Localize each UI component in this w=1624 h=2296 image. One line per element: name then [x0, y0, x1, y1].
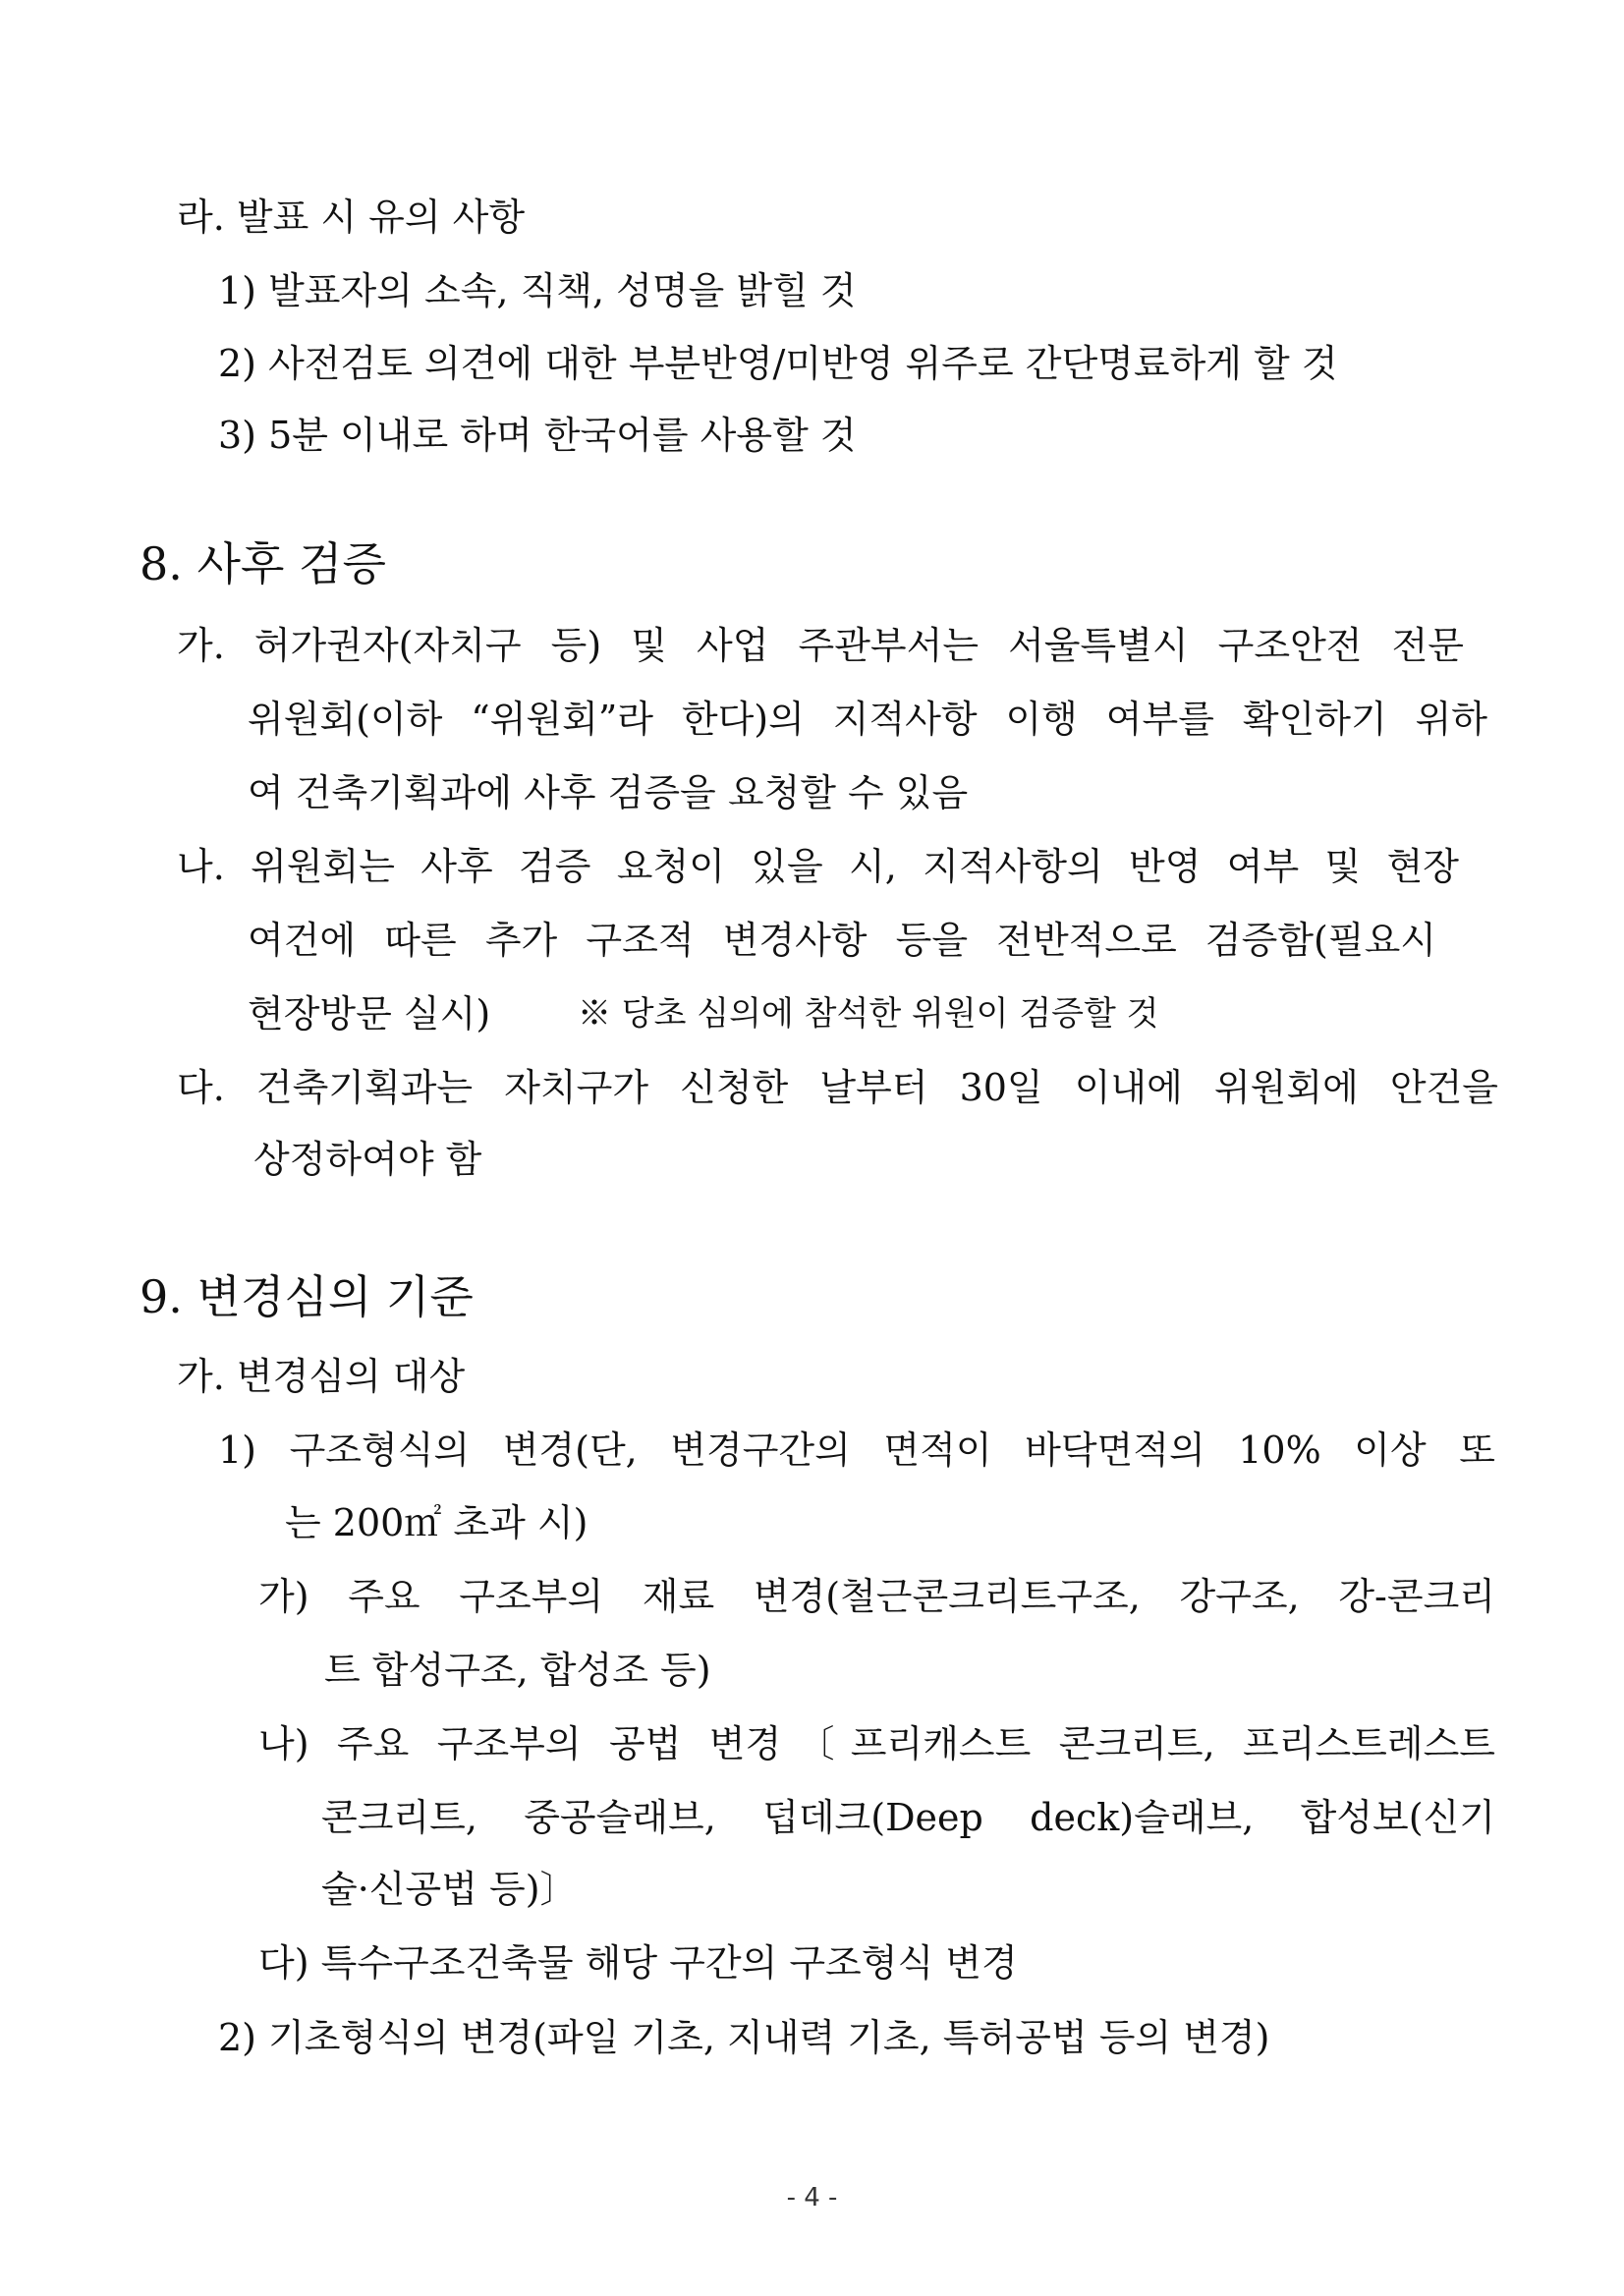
sec8-ga-line: 가. 허가권자(자치구 등) 및 사업 주관부서는 서울특별시 구조안전 전문 — [177, 624, 1464, 667]
sec9-sub-na-line: 술·신공법 등)〕 — [321, 1868, 578, 1911]
page-number: - 4 - — [786, 2183, 838, 2212]
sec8-ga-line: 위원회(이하 “위원회”라 한다)의 지적사항 이행 여부를 확인하기 위하 — [248, 698, 1487, 741]
sec9-item1-line: 1) 구조형식의 변경(단, 변경구간의 면적이 바닥면적의 10% 이상 또 — [218, 1428, 1495, 1472]
sec8-na-line: 나. 위원회는 사후 검증 요청이 있을 시, 지적사항의 반영 여부 및 현장 — [177, 845, 1459, 888]
sec8-na-line: 현장방문 실시) — [248, 992, 491, 1036]
sec8-ga-line: 여 건축기획과에 사후 검증을 요청할 수 있음 — [248, 771, 969, 814]
sec-ra-title: 라. 발표 시 유의 사항 — [177, 196, 526, 239]
sec9-ga-title: 가. 변경심의 대상 — [177, 1355, 466, 1398]
section-8-heading: 8. 사후 검증 — [140, 537, 386, 590]
sec9-sub-ga-line: 트 합성구조, 합성조 등) — [324, 1649, 711, 1692]
sec-ra-item: 2) 사전검토 의견에 대한 부분반영/미반영 위주로 간단명료하게 할 것 — [218, 342, 1338, 385]
sec8-da-line: 상정하여야 함 — [253, 1138, 482, 1181]
section-9-heading: 9. 변경심의 기준 — [140, 1270, 474, 1323]
sec9-item1-line: 는 200㎡ 초과 시) — [285, 1501, 588, 1544]
sec9-sub-da: 다) 특수구조건축물 해당 구간의 구조형식 변경 — [258, 1941, 1018, 1985]
sec8-na-line: 여건에 따른 추가 구조적 변경사항 등을 전반적으로 검증함(필요시 — [248, 919, 1436, 962]
sec8-na-note: ※ 당초 심의에 참석한 위원이 검증할 것 — [578, 994, 1159, 1034]
sec9-item2: 2) 기초형식의 변경(파일 기초, 지내력 기초, 특허공법 등의 변경) — [218, 2016, 1270, 2059]
sec8-da-line: 다. 건축기획과는 자치구가 신청한 날부터 30일 이내에 위원회에 안건을 — [177, 1066, 1498, 1109]
sec9-sub-na-line: 콘크리트, 중공슬래브, 덥데크(Deep deck)슬래브, 합성보(신기 — [321, 1796, 1495, 1839]
sec9-sub-na-line: 나) 주요 구조부의 공법 변경〔프리캐스트 콘크리트, 프리스트레스트 — [258, 1722, 1495, 1765]
sec-ra-item: 3) 5분 이내로 하며 한국어를 사용할 것 — [218, 414, 857, 457]
sec9-sub-ga-line: 가) 주요 구조부의 재료 변경(철근콘크리트구조, 강구조, 강-콘크리 — [258, 1575, 1495, 1618]
sec-ra-item: 1) 발표자의 소속, 직책, 성명을 밝힐 것 — [218, 269, 857, 312]
